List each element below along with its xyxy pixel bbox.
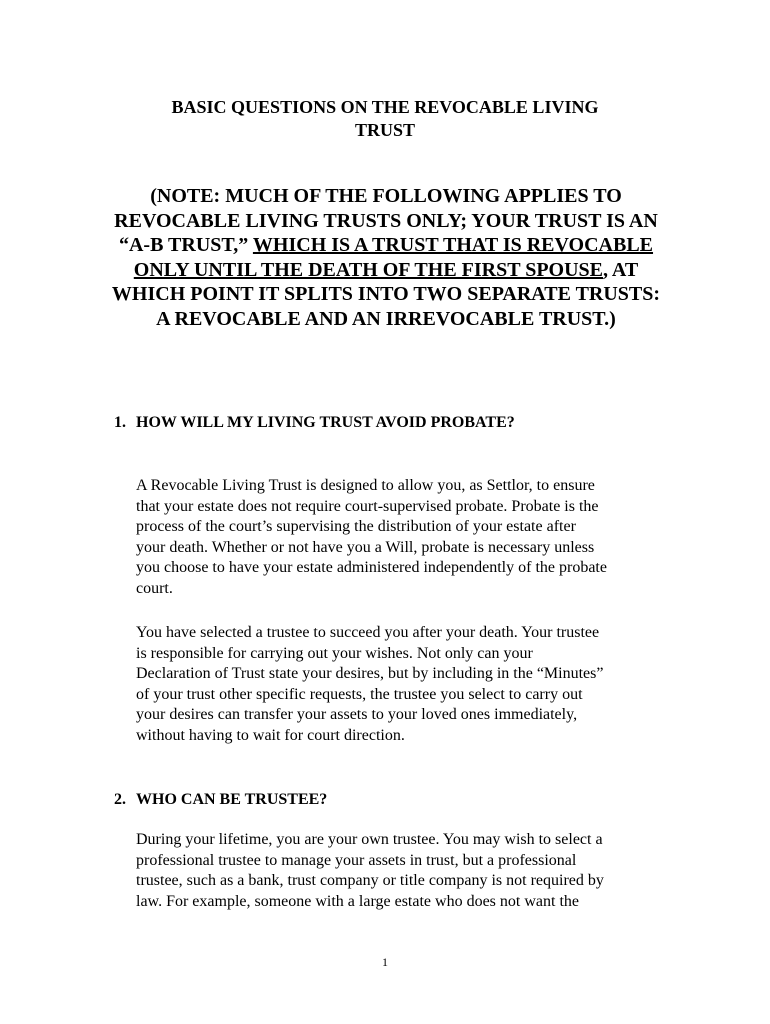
section-2-heading xyxy=(114,790,327,810)
title-line-2: TRUST xyxy=(354,120,416,140)
section-heading-text: HOW WILL MY LIVING TRUST AVOID PROBATE? xyxy=(136,414,515,431)
section-1-heading xyxy=(114,413,515,433)
paragraph-line: A Revocable Living Trust is designed to allow you, as Settlor, to ensure xyxy=(136,477,595,494)
title-line-1: BASIC QUESTIONS ON THE REVOCABLE LIVING xyxy=(171,97,599,117)
paragraph-line: is responsible for carrying out your wishes. Not only can your xyxy=(136,644,533,662)
paragraph-line: your desires can transfer your assets to your loved ones immediately, xyxy=(136,706,578,723)
paragraph-line: without having to wait for court direction. xyxy=(136,726,405,744)
paragraph-line: court. xyxy=(136,579,173,597)
paragraph-line: that your estate does not require court-supervised probate. Probate is the xyxy=(136,497,599,515)
document-title xyxy=(120,96,650,142)
section-2-paragraph-1 xyxy=(136,830,666,912)
paragraph-line: professional trustee to manage your assets in trust, but a professional xyxy=(136,851,577,869)
section-number: 1. xyxy=(114,414,126,431)
paragraph-line: your death. Whether or not have you a Will, probate is necessary unless xyxy=(136,538,595,556)
section-number: 2. xyxy=(114,791,126,808)
section-1-paragraph-2 xyxy=(136,623,666,746)
note-text-end: , AT WHICH POINT IT SPLITS INTO TWO SEPARATE TRUSTS: A REVOCABLE AND AN IRREVOCABLE TRUST.) xyxy=(111,258,661,330)
paragraph-line: of your trust other specific requests, the trustee you select to carry out xyxy=(136,685,583,703)
note-paragraph xyxy=(108,184,664,331)
paragraph-line: you choose to have your estate administered independently of the probate xyxy=(136,559,607,576)
paragraph-line: law. For example, someone with a large estate who does not want the xyxy=(136,892,579,910)
paragraph-line: trustee, such as a bank, trust company or title company is not required by xyxy=(136,872,604,889)
note-text-start: (NOTE: MUCH OF THE FOLLOWING APPLIES TO REVOCABLE LIVING TRUSTS ONLY; YOUR TRUST IS AN “A-B TRUST,” xyxy=(114,185,658,256)
section-1-paragraph-1 xyxy=(136,476,666,599)
section-heading-text: WHO CAN BE TRUSTEE? xyxy=(136,791,328,808)
paragraph-line: Declaration of Trust state your desires, but by including in the “Minutes” xyxy=(136,665,604,682)
paragraph-line: You have selected a trustee to succeed you after your death. Your trustee xyxy=(136,624,600,641)
paragraph-line: During your lifetime, you are your own trustee. You may wish to select a xyxy=(136,831,603,848)
note-underlined-text: WHICH IS A TRUST THAT IS REVOCABLE ONLY UNTIL THE DEATH OF THE FIRST SPOUSE xyxy=(133,234,654,281)
page-number: 1 xyxy=(382,955,388,969)
paragraph-line: process of the court’s supervising the distribution of your estate after xyxy=(136,518,576,535)
